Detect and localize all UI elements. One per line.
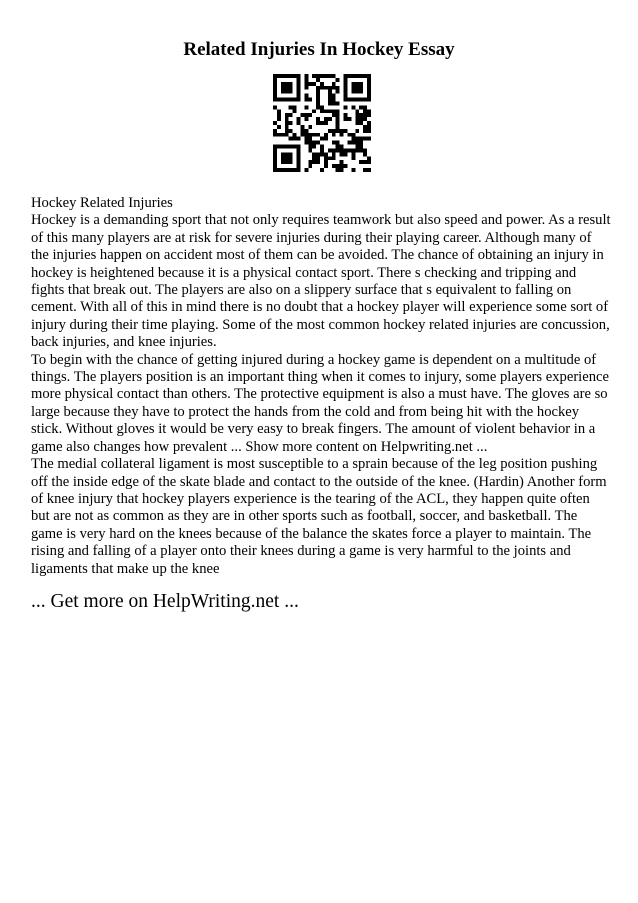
get-more-link[interactable]: ... Get more on HelpWriting.net ...: [31, 591, 299, 612]
essay-paragraph-intro: Hockey is a demanding sport that not only requires teamwork but also speed and power. As a result of this many players are at risk for severe injuries during their playing career. Although many of the injuries happen on accident most of them can be avoided. The chance of obtaining an injury in hockey is heightened because it is a physical contact sport. There s checking and tripping and fights that break out. The players are also on a slippery surface that s equivalent to falling on cement. With all of this in mind there is no doubt that a hockey player will experience some sort of injury during their time playing. Some of the most common hockey related injuries are concussion, back injuries, and knee injuries.: [31, 212, 611, 351]
essay-paragraph-knee: The medial collateral ligament is most susceptible to a sprain because of the leg position pushing off the inside edge of the skate blade and contact to the outside of the knee. (Hardin) Another form of knee injury that hockey players experience is the tearing of the ACL, they happen quite often but are not as common as they are in other sports such as football, soccer, and basketball. The game is very hard on the knees because of the balance the skates force a player to maintain. The rising and falling of a player onto their knees during a game is very harmful to the joints and ligaments that make up the knee: [31, 456, 607, 577]
essay-paragraph-factors: To begin with the chance of getting injured during a hockey game is dependent on a multitude of things. The players position is an important thing when it comes to injury, some players experience more physical contact than others. The protective equipment is also a must have. The gloves are so large because they have to protect the hands from the cold and from being hit with the hockey stick. Without gloves it would be very easy to break fingers. The amount of violent behavior in a game also changes how prevalent ... Show more content on Helpwriting.net ...: [31, 351, 609, 455]
essay-body: [31, 195, 611, 578]
document-title: Related Injuries In Hockey Essay: [183, 39, 455, 60]
qr-code-graphic: [273, 74, 371, 172]
qr-code-icon: [273, 74, 371, 172]
essay-heading: Hockey Related Injuries: [31, 195, 173, 211]
